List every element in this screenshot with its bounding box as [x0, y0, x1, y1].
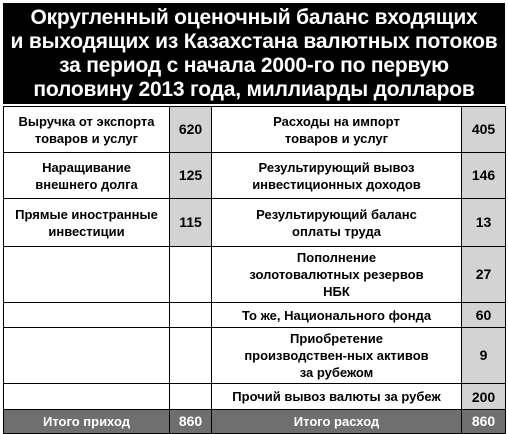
income-label: Прямые иностранные инвестиции — [4, 199, 170, 247]
expense-label: Приобретение производствен-ных активов за рубежом — [212, 328, 462, 384]
expense-label: Пополнение золотовалютных резервов НБК — [212, 247, 462, 303]
expense-total-label: Итого расход — [212, 410, 462, 434]
expense-total-value: 860 — [462, 410, 506, 434]
empty-cell — [4, 303, 170, 328]
title-line: и выходящих из Казахстана валютных потоков — [10, 29, 498, 53]
table-row — [4, 247, 506, 303]
table-row — [4, 199, 506, 247]
empty-cell — [170, 303, 212, 328]
totals-row — [4, 410, 506, 434]
empty-cell — [170, 384, 212, 410]
title-line: Округленный оценочный баланс входящих — [30, 5, 478, 29]
table-row — [4, 153, 506, 199]
expense-label: То же, Национального фонда — [212, 303, 462, 328]
expense-label: Расходы на импорт товаров и услуг — [212, 107, 462, 153]
income-value: 620 — [170, 107, 212, 153]
table-row — [4, 328, 506, 384]
balance-table — [3, 106, 506, 434]
income-label: Выручка от экспорта товаров и услуг — [4, 107, 170, 153]
income-label: Наращивание внешнего долга — [4, 153, 170, 199]
empty-cell — [170, 247, 212, 303]
income-total-label: Итого приход — [4, 410, 170, 434]
title-line: за период с начала 2000-го по первую — [59, 53, 449, 77]
table-title — [3, 3, 505, 104]
table-row — [4, 303, 506, 328]
expense-value: 13 — [462, 199, 506, 247]
empty-cell — [4, 384, 170, 410]
income-value: 125 — [170, 153, 212, 199]
empty-cell — [170, 328, 212, 384]
expense-value: 60 — [462, 303, 506, 328]
expense-label: Результирующий баланс оплаты труда — [212, 199, 462, 247]
income-value: 115 — [170, 199, 212, 247]
empty-cell — [4, 247, 170, 303]
title-line: половину 2013 года, миллиарды долларов — [33, 77, 475, 101]
income-total-value: 860 — [170, 410, 212, 434]
expense-label: Прочий вывоз валюты за рубеж — [212, 384, 462, 410]
expense-value: 200 — [462, 384, 506, 410]
expense-label: Результирующий вывоз инвестиционных доходов — [212, 153, 462, 199]
expense-value: 9 — [462, 328, 506, 384]
table-row — [4, 384, 506, 410]
expense-value: 405 — [462, 107, 506, 153]
expense-value: 146 — [462, 153, 506, 199]
expense-value: 27 — [462, 247, 506, 303]
table-row — [4, 107, 506, 153]
empty-cell — [4, 328, 170, 384]
